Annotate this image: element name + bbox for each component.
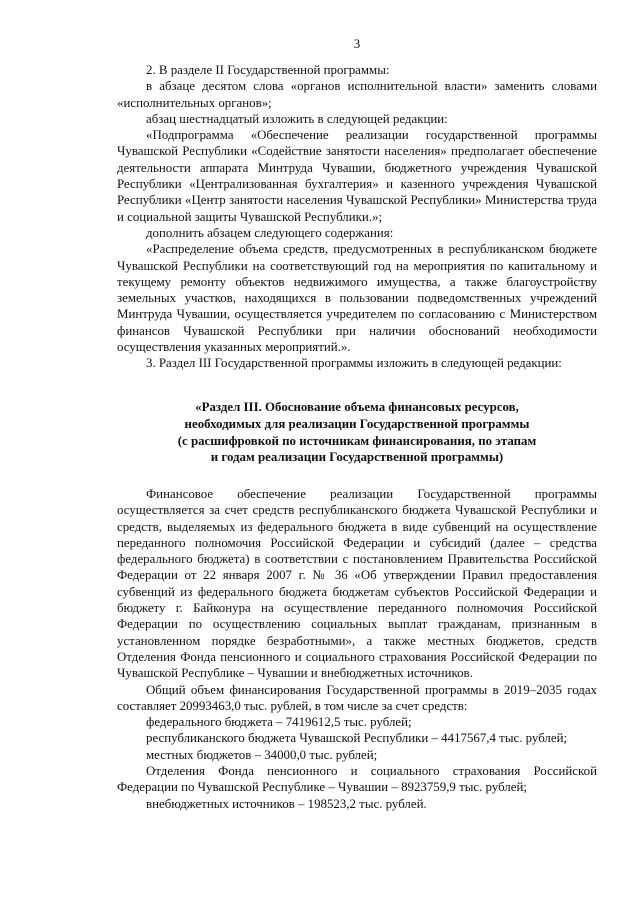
paragraph-add-note: дополнить абзацем следующего содержания: xyxy=(146,225,394,240)
heading-line: и годам реализации Государственной программы) xyxy=(210,450,504,465)
heading-line: необходимых для реализации Государственной программы xyxy=(184,416,530,431)
total-funding-paragraph: Общий объем финансирования Государственной программы в 2019–2035 годах составляет 20993463,0 тыс. рублей, в том числе за счет средств: xyxy=(117,682,597,713)
heading-line: (с расшифровкой по источникам финансирования, по этапам xyxy=(177,433,537,448)
heading-line: «Раздел III. Обоснование объема финансовых ресурсов, xyxy=(195,400,519,414)
paragraph-sixteenth-note: абзац шестнадцатый изложить в следующей редакции: xyxy=(146,111,448,126)
funding-source-federal: федерального бюджета – 7419612,5 тыс. рублей; xyxy=(146,715,412,730)
funding-section xyxy=(117,486,597,812)
paragraph-item-3: 3. Раздел III Государственной программы изложить в следующей редакции: xyxy=(146,356,562,371)
paragraph-distribution-text: «Распределение объема средств, предусмотренных в республиканском бюджете Чувашской Республики на соответствующий год на мероприятия по капитальному и текущему ремонту объектов недвижимого имущества, а также благоустройству земельных участков, находящихся в пользовании подведомственных учреждений Минтруда Чувашии, осуществляется учредителем по согласованию с Министерством финансов Чувашской Республики при наличии обоснований необходимости осуществления указанных мероприятий.». xyxy=(117,242,597,355)
paragraph-subprogram-text: «Подпрограмма «Обеспечение реализации государственной программы Чувашской Республики «Содействие занятости населения» предполагает обеспечение деятельности аппарата Минтруда Чувашии, бюджетного учреждения Чувашской Республики «Централизованная бухгалтерия» и казенного учреждения Чувашской Республики «Центр занятости населения Чувашской Республики» Министерства труда и социальной защиты Чувашской Республики.»; xyxy=(117,128,597,224)
funding-source-extrabudgetary: внебюджетных источников – 198523,2 тыс. рублей. xyxy=(146,796,427,811)
funding-source-local: местных бюджетов – 34000,0 тыс. рублей; xyxy=(146,747,378,762)
funding-source-social-fund: Отделения Фонда пенсионного и социального страхования Российской Федерации по Чувашской Республике – Чувашии – 8923759,9 тыс. рублей; xyxy=(117,764,597,795)
section-heading xyxy=(117,399,597,466)
funding-source-republican: республиканского бюджета Чувашской Республики – 4417567,4 тыс. рублей; xyxy=(146,731,568,746)
page-number: 3 xyxy=(353,37,361,51)
funding-intro-paragraph: Финансовое обеспечение реализации Государственной программы осуществляется за счет средств республиканского бюджета Чувашской Республики и средств, выделяемых из федерального бюджета в виде субвенций на осуществление переданного полномочия Российской Федерации и субсидий (далее – средства федерального бюджета) в соответствии с постановлением Правительства Российской Федерации от 22 января 2007 г. № 36 «Об утверждении Правил предоставления субвенций из федерального бюджета бюджетам субъектов Российской Федерации и бюджету г. Байконура на осуществление переданного полномочия Российской Федерации по осуществлению социальных выплат гражданам, признанным в установленном порядке безработными», а также местных бюджетов, средств Отделения Фонда пенсионного и социального страхования Российской Федерации по Чувашской Республике – Чувашии и внебюджетных источников. xyxy=(117,487,597,681)
paragraph-replace-words: в абзаце десятом слова «органов исполнительной власти» заменить словами «исполнительных органов»; xyxy=(117,79,597,110)
amendments-section xyxy=(117,62,597,372)
paragraph-item-2: 2. В разделе II Государственной программы: xyxy=(146,63,390,77)
